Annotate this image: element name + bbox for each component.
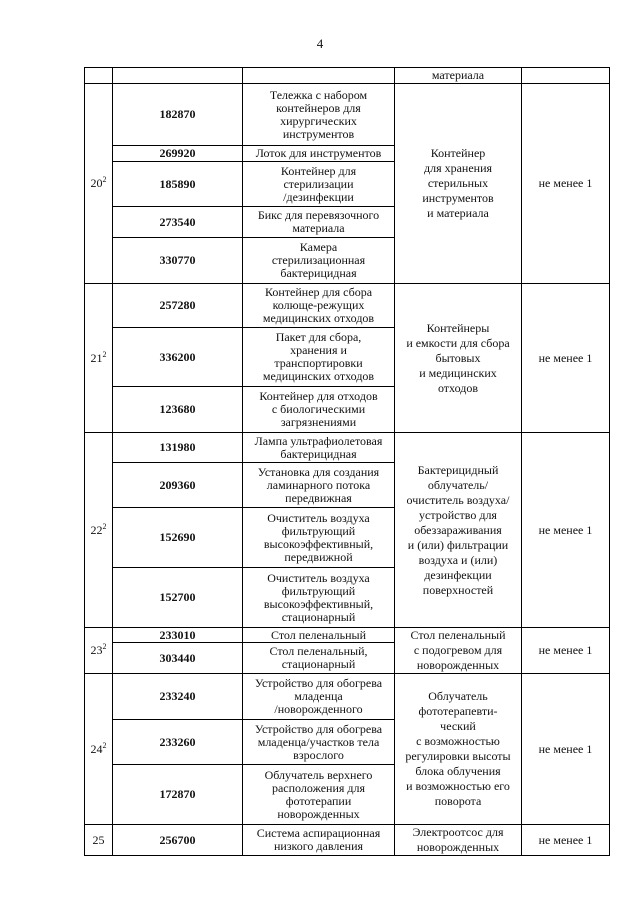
num-cell (85, 284, 113, 433)
qty-cell: не менее 1 (522, 825, 610, 856)
code-cell: 336200 (113, 328, 243, 387)
group-cell: Контейнер для хранения стерильных инструментов и материала (395, 84, 522, 284)
qty-cell: не менее 1 (522, 674, 610, 825)
code-cell: 256700 (113, 825, 243, 856)
name-cell: Камера стерилизационная бактерицидная (243, 238, 395, 284)
group-cell: Бактерицидный облучатель/ очиститель воздуха/ устройство для обеззараживания и (или) фильтрации воздуха и (или) дезинфекции поверхностей (395, 433, 522, 628)
table-row (85, 84, 610, 146)
group-cell: Стол пеленальный с подогревом для новорожденных (395, 628, 522, 674)
name-cell: Пакет для сбора, хранения и транспортировки медицинских отходов (243, 328, 395, 387)
row-number-sup: 2 (102, 349, 107, 359)
code-cell: 172870 (113, 765, 243, 825)
code-cell: 182870 (113, 84, 243, 146)
code-cell (113, 68, 243, 84)
name-cell (243, 68, 395, 84)
table-row (85, 433, 610, 463)
group-cell: материала (395, 68, 522, 84)
name-cell: Очиститель воздуха фильтрующий высокоэффективный, передвижной (243, 508, 395, 568)
num-cell (85, 68, 113, 84)
row-number-sup: 2 (102, 175, 107, 184)
code-cell: 131980 (113, 433, 243, 463)
name-cell: Установка для создания ламинарного потока передвижная (243, 463, 395, 508)
page-number: 4 (316, 36, 324, 51)
code-cell: 209360 (113, 463, 243, 508)
code-cell: 269920 (113, 146, 243, 162)
code-cell: 233240 (113, 674, 243, 720)
row-number-sup: 2 (102, 521, 107, 531)
name-cell: Устройство для обогрева младенца /новорожденного (243, 674, 395, 720)
row-number: 24 (90, 741, 103, 756)
name-cell: Контейнер для стерилизации /дезинфекции (243, 162, 395, 207)
qty-cell: не менее 1 (522, 284, 610, 433)
code-cell: 123680 (113, 387, 243, 433)
qty-cell: не менее 1 (522, 84, 610, 284)
code-cell: 303440 (113, 643, 243, 674)
group-cell: Контейнеры и емкости для сбора бытовых и медицинских отходов (395, 284, 522, 433)
table-row (85, 284, 610, 328)
name-cell: Система аспирационная низкого давления (243, 825, 395, 856)
row-number-sup: 2 (102, 642, 107, 651)
row-number: 21 (90, 350, 103, 365)
group-cell: Облучатель фототерапевти- ческий с возможностью регулировки высоты блока облучения и возможностью его поворота (395, 674, 522, 825)
group-cell: Электроотсос для новорожденных (395, 825, 522, 856)
row-number: 20 (90, 176, 103, 190)
num-cell (85, 674, 113, 825)
num-cell (85, 84, 113, 284)
name-cell: Стол пеленальный, стационарный (243, 643, 395, 674)
name-cell: Контейнер для отходов с биологическими загрязнениями (243, 387, 395, 433)
row-number: 22 (90, 522, 103, 537)
qty-cell: не менее 1 (522, 628, 610, 674)
table-row (85, 628, 610, 643)
code-cell: 152690 (113, 508, 243, 568)
name-cell: Бикс для перевязочного материала (243, 207, 395, 238)
row-number-sup: 2 (102, 740, 107, 750)
name-cell: Очиститель воздуха фильтрующий высокоэффективный, стационарный (243, 568, 395, 628)
qty-cell: не менее 1 (522, 433, 610, 628)
name-cell: Стол пеленальный (243, 628, 395, 643)
code-cell: 257280 (113, 284, 243, 328)
num-cell (85, 825, 113, 856)
table-row (85, 825, 610, 856)
name-cell: Устройство для обогрева младенца/участков тела взрослого (243, 720, 395, 765)
code-cell: 233010 (113, 628, 243, 643)
name-cell: Контейнер для сбора колюще-режущих медицинских отходов (243, 284, 395, 328)
equipment-table (84, 67, 610, 856)
name-cell: Лоток для инструментов (243, 146, 395, 162)
code-cell: 185890 (113, 162, 243, 207)
name-cell: Лампа ультрафиолетовая бактерицидная (243, 433, 395, 463)
table-row (85, 674, 610, 720)
num-cell (85, 628, 113, 674)
name-cell: Тележка с набором контейнеров для хирургических инструментов (243, 84, 395, 146)
row-number: 23 (90, 643, 103, 657)
name-cell: Облучатель верхнего расположения для фототерапии новорожденных (243, 765, 395, 825)
code-cell: 273540 (113, 207, 243, 238)
qty-cell (522, 68, 610, 84)
num-cell (85, 433, 113, 628)
code-cell: 233260 (113, 720, 243, 765)
row-number: 25 (92, 832, 105, 847)
code-cell: 330770 (113, 238, 243, 284)
table-row (85, 68, 610, 84)
code-cell: 152700 (113, 568, 243, 628)
